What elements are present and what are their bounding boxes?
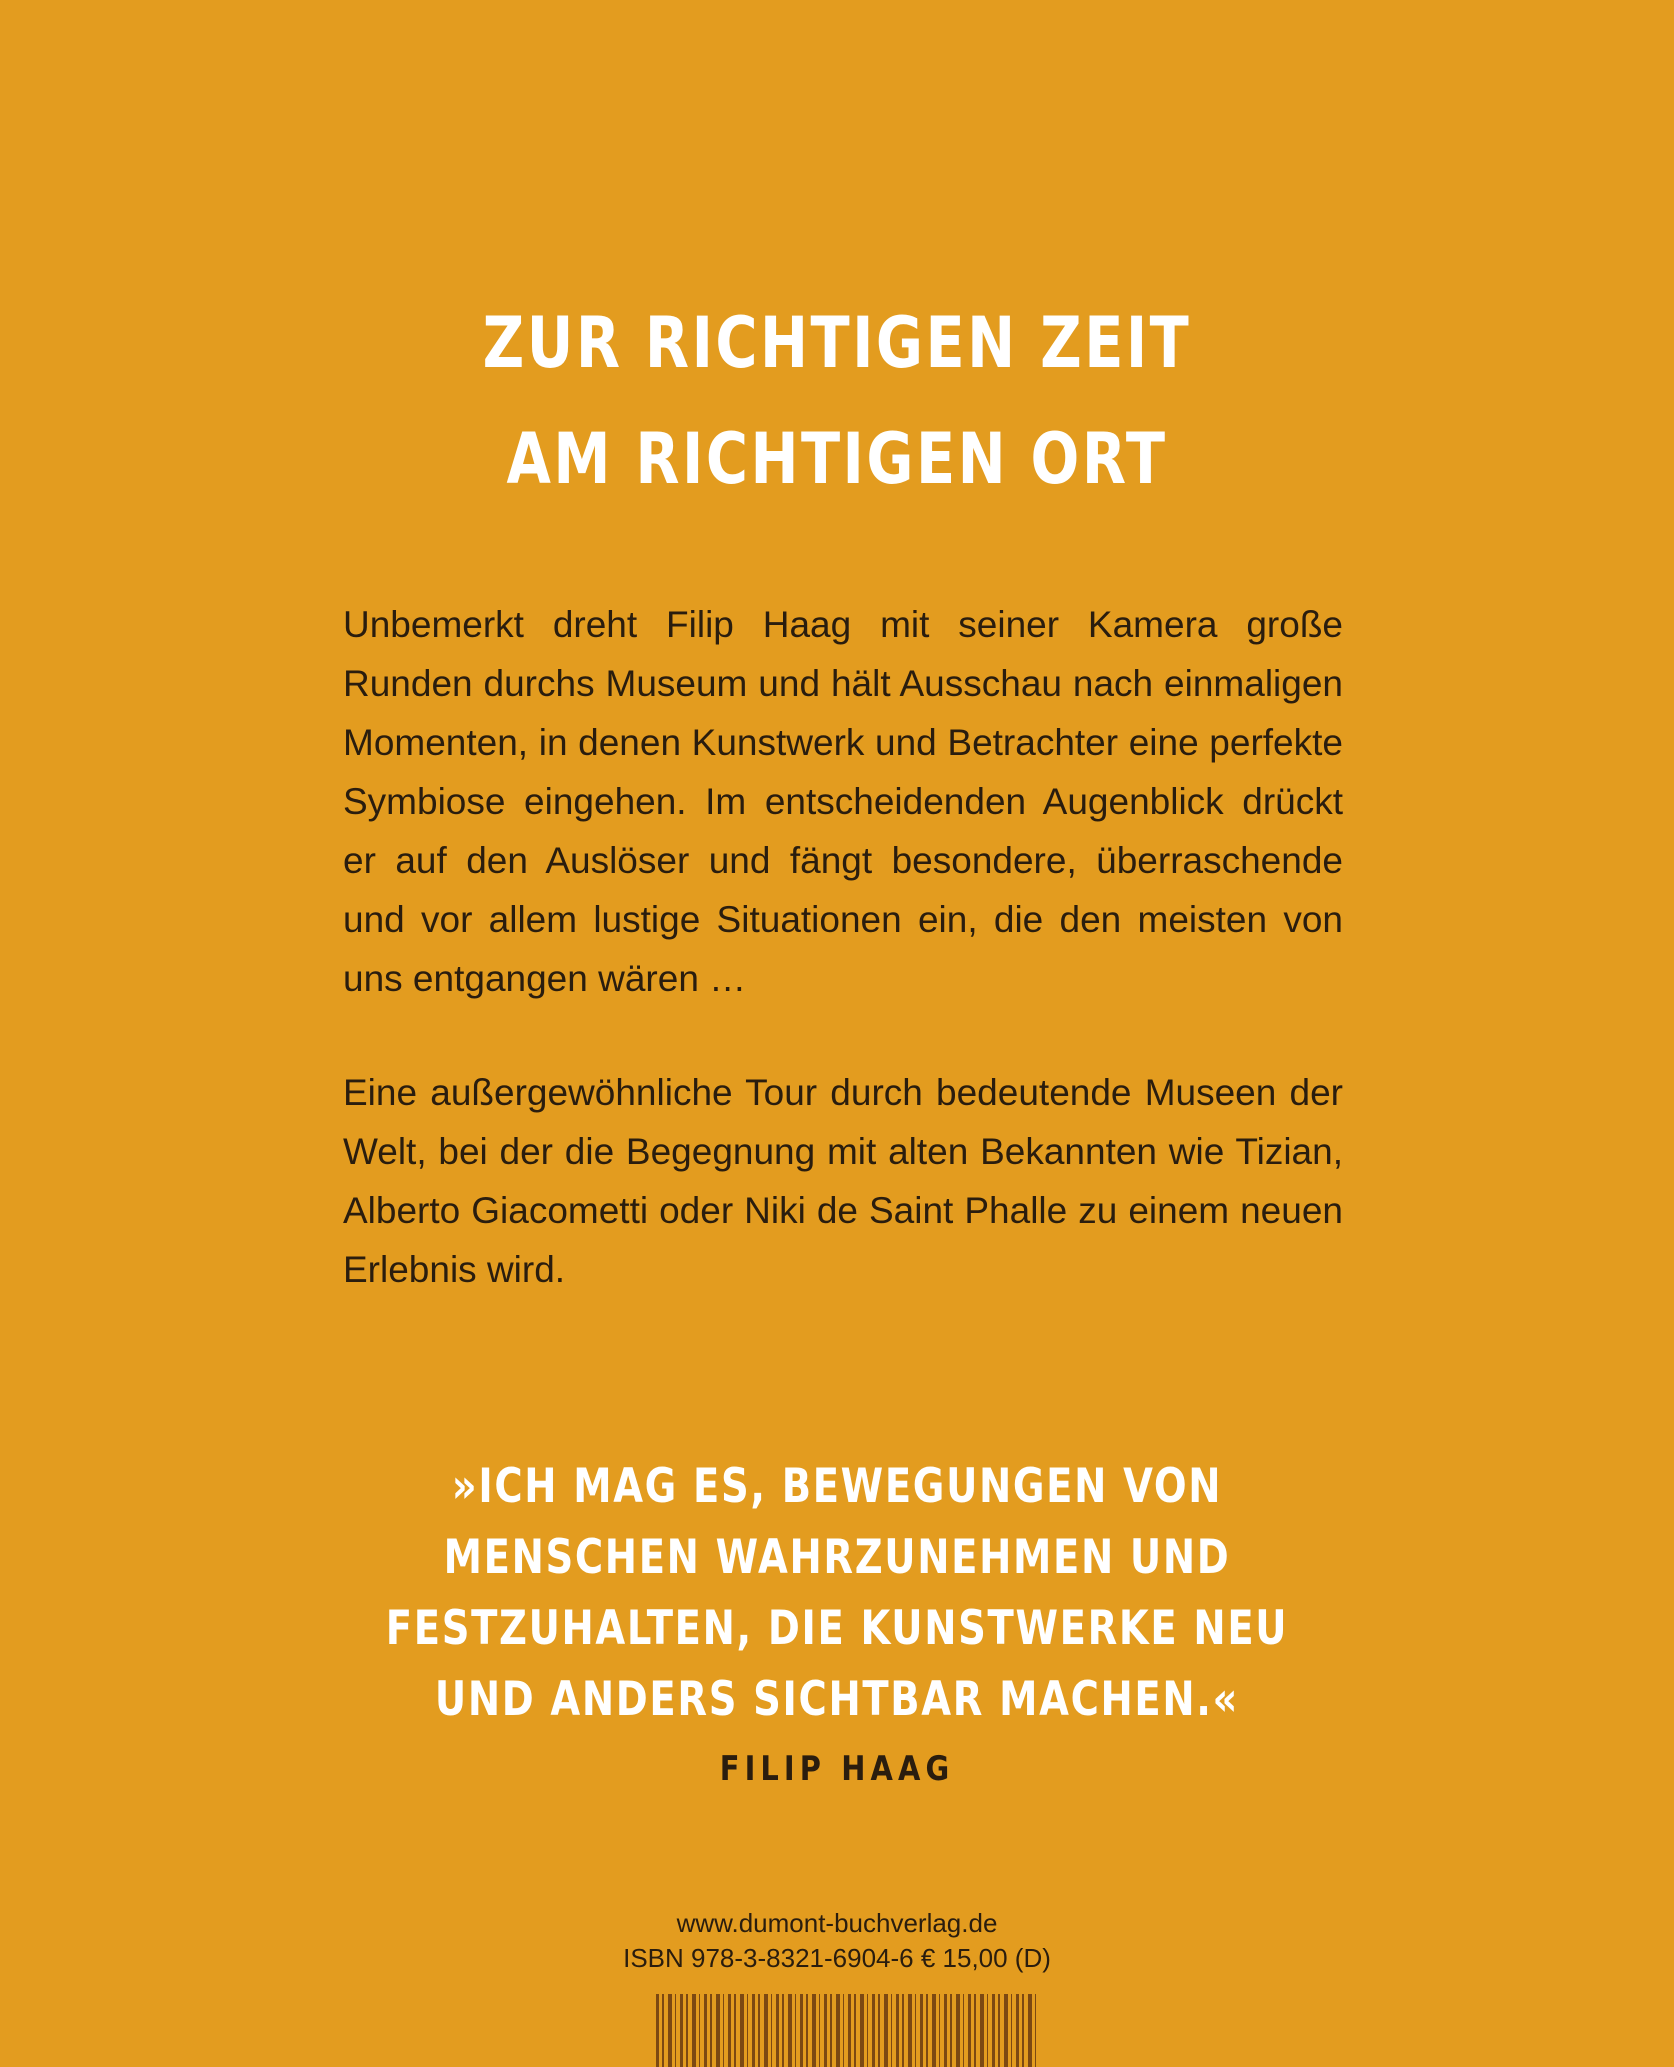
- cover-title: [151, 285, 1524, 517]
- isbn-price: ISBN 978-3-8321-6904-6 € 15,00 (D): [623, 1943, 1051, 1973]
- quote-author: FILIP HAAG: [719, 1749, 955, 1789]
- title-line-2: AM RICHTIGEN ORT: [506, 418, 1168, 500]
- publisher-website: www.dumont-buchverlag.de: [676, 1908, 998, 1938]
- author-quote: [151, 1451, 1524, 1735]
- quote-line-1: »ICH MAG ES, BEWEGUNGEN VON: [451, 1459, 1223, 1514]
- publisher-imprint: [0, 1906, 1674, 1976]
- quote-line-4: UND ANDERS SICHTBAR MACHEN.«: [434, 1672, 1240, 1727]
- quote-line-3: FESTZUHALTEN, DIE KUNSTWERKE NEU: [385, 1601, 1289, 1656]
- blurb-paragraph-1: Unbemerkt dreht Filip Haag mit seiner Kamera große Runden durchs Museum und hält Ausschau nach einmaligen Momenten, in denen Kunstwerk und Betrachter eine perfekte Symbiose eingehen. Im entscheidenden Augenblick drückt er auf den Auslöser und fängt besondere, überraschende und vor allem lustige Situationen ein, die den meisten von uns entgangen wären …: [343, 604, 1343, 999]
- quote-line-2: MENSCHEN WAHRZUNEHMEN UND: [443, 1530, 1231, 1585]
- barcode: [656, 1994, 1036, 2067]
- title-line-1: ZUR RICHTIGEN ZEIT: [482, 302, 1192, 384]
- blurb-paragraph-2: Eine außergewöhnliche Tour durch bedeutende Museen der Welt, bei der die Begegnung mit alten Bekannten wie Tizian, Alberto Giacometti oder Niki de Saint Phalle zu einem neuen Erlebnis wird.: [343, 1072, 1343, 1290]
